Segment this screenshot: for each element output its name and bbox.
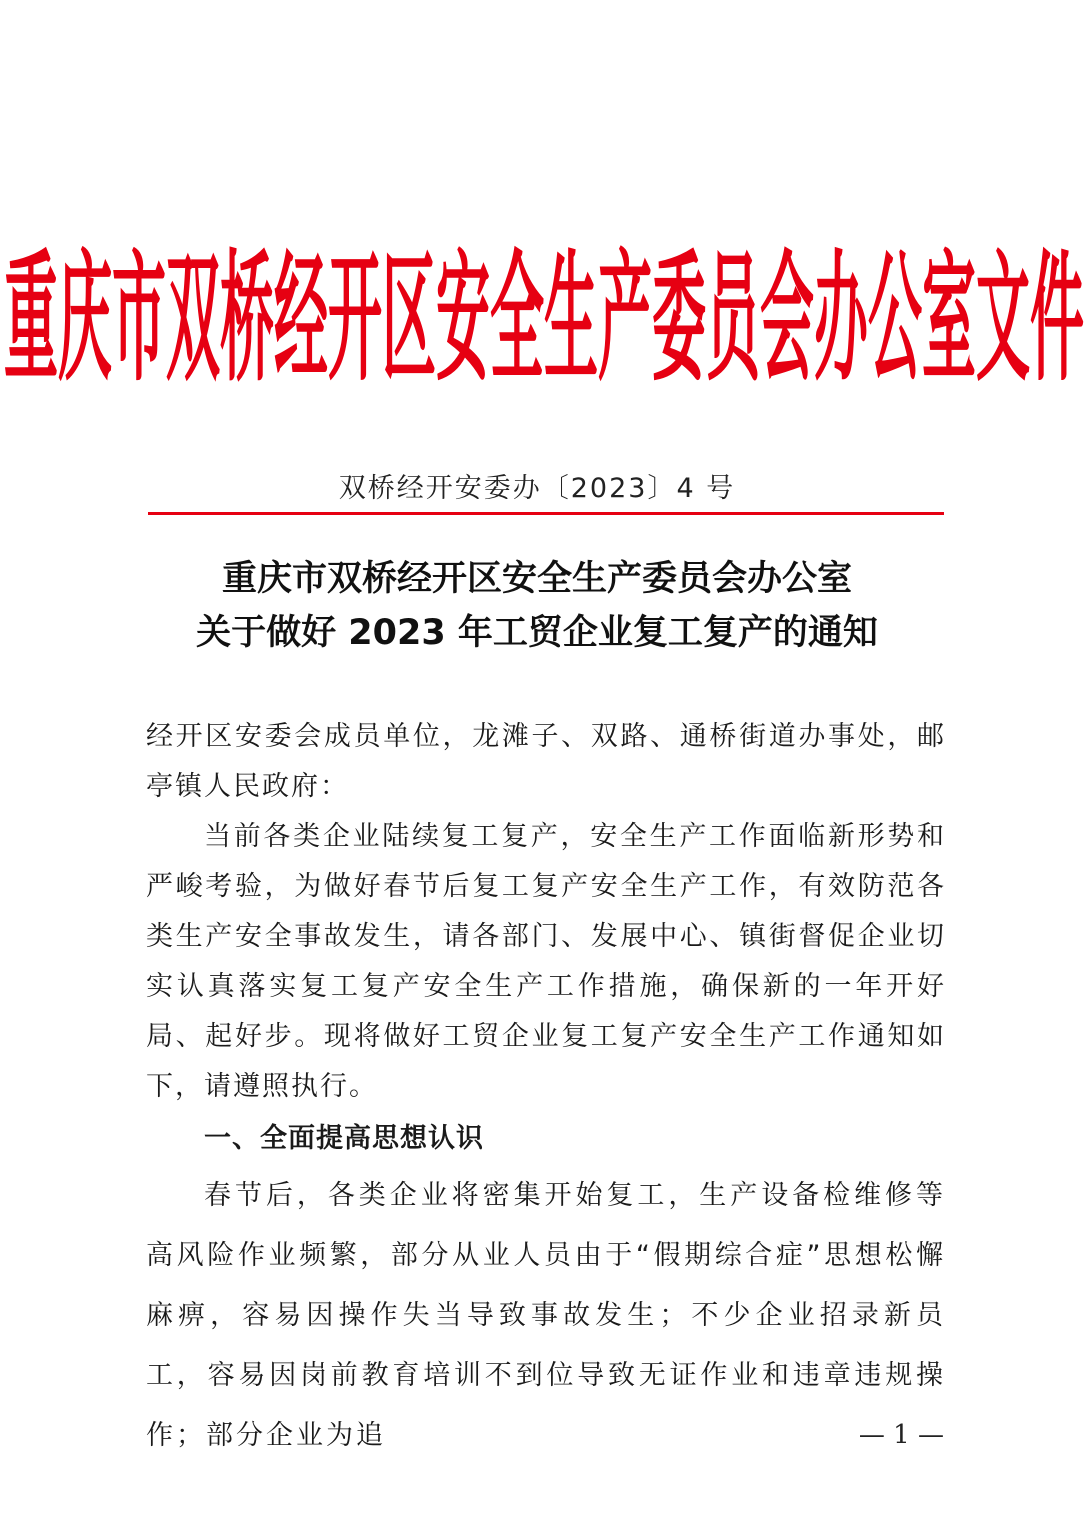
red-divider-line	[148, 512, 944, 515]
title-line-2: 关于做好 2023 年工贸企业复工复产的通知	[196, 613, 878, 653]
addressee-paragraph: 经开区安委会成员单位，龙滩子、双路、通桥街道办事处，邮亭镇人民政府：	[146, 721, 946, 802]
page-number: — 1 —	[858, 1420, 944, 1450]
masthead-title: 重庆市双桥经开区安全生产委员会办公室文件	[4, 236, 1084, 401]
section-paragraph: 春节后，各类企业将密集开始复工，生产设备检维修等高风险作业频繁，部分从业人员由于“假期综合症”思想松懈麻痹，容易因操作失当导致事故发生；不少企业招录新员工，容易因岗前教育培训不到位导致无证作业和违章违规操作；部分企业为追	[146, 1180, 946, 1451]
intro-paragraph: 当前各类企业陆续复工复产，安全生产工作面临新形势和严峻考验，为做好春节后复工复产安全生产工作，有效防范各类生产安全事故发生，请各部门、发展中心、镇街督促企业切实认真落实复工复产安全生产工作措施，确保新的一年开好局、起好步。现将做好工贸企业复工复产安全生产工作通知如下，请遵照执行。	[146, 821, 946, 1102]
document-number: 双桥经开安委办〔2023〕4 号	[338, 473, 736, 504]
section-heading: 一、全面提高思想认识	[204, 1123, 484, 1154]
title-line-1: 重庆市双桥经开区安全生产委员会办公室	[221, 559, 852, 599]
masthead	[4, 228, 1084, 401]
document-body	[146, 712, 946, 1466]
document-title	[0, 552, 1074, 660]
